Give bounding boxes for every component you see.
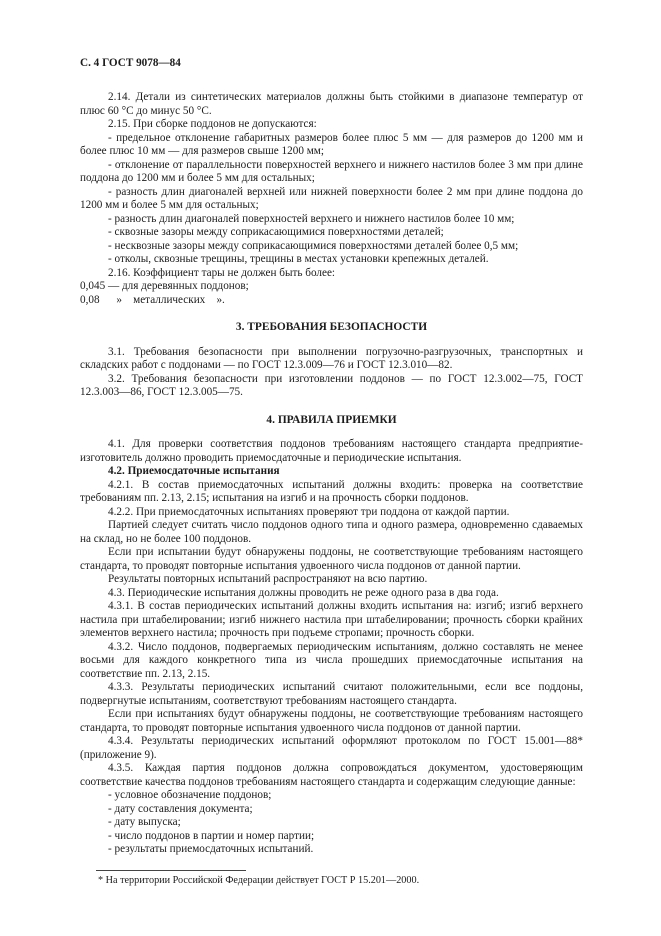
paragraph: 4.3.4. Результаты периодических испытаний оформляют протоколом по ГОСТ 15.001—88* (приложение 9).	[80, 735, 583, 761]
list-item: - предельное отклонение габаритных размеров более плюс 5 мм — для размеров до 1200 мм и более плюс 10 мм — для размеров свыше 1200 мм;	[80, 131, 583, 157]
paragraph: 4.1. Для проверки соответствия поддонов требованиям настоящего стандарта предприятие-изготовитель должно проводить приемосдаточные и периодические испытания.	[80, 438, 583, 464]
paragraph: 4.2.2. При приемосдаточных испытаниях проверяют три поддона от каждой партии.	[108, 505, 510, 518]
document-body	[80, 91, 583, 857]
document-content	[80, 57, 583, 887]
paragraph: Если при испытании будут обнаружены поддоны, не соответствующие требованиям настоящего стандарта, то проводят повторные испытания удвоенного числа поддонов от данной партии.	[80, 546, 583, 572]
footnote-text: * На территории Российской Федерации действует ГОСТ Р 15.201—2000.	[98, 874, 420, 886]
paragraph: 3.1. Требования безопасности при выполнении погрузочно-разгрузочных, транспортных и складских работ с поддонами — по ГОСТ 12.3.009—76 и ГОСТ 12.3.010—82.	[80, 345, 583, 371]
section-heading: 3. ТРЕБОВАНИЯ БЕЗОПАСНОСТИ	[235, 321, 428, 333]
paragraph: 4.3.1. В состав периодических испытаний должны входить испытания на: изгиб; изгиб верхнего настила при штабелировании; изгиб нижнего настила при штабелировании; прочность сборки крайних элементов верхнего настила; прочность при подъеме стропами; прочность сборки.	[80, 600, 583, 639]
paragraph-bold: 4.2. Приемосдаточные испытания	[108, 465, 280, 477]
list-item: - отколы, сквозные трещины, трещины в местах установки крепежных деталей.	[108, 253, 489, 265]
paragraph: 2.14. Детали из синтетических материалов должны быть стойкими в диапазоне температур от плюс 60 °С до минус 50 °С.	[80, 91, 583, 117]
paragraph: 2.15. При сборке поддонов не допускаются:	[108, 118, 317, 130]
list-item: - разность длин диагоналей поверхностей верхнего и нижнего настилов более 10 мм;	[108, 212, 515, 225]
footnote-divider	[96, 870, 246, 871]
page-header: С. 4 ГОСТ 9078—84	[80, 57, 181, 69]
list-item: - несквозные зазоры между соприкасающимися поверхностями деталей более 0,5 мм;	[108, 239, 519, 252]
list-item: - разность длин диагоналей верхней или нижней поверхности более 2 мм при длине поддона до 1200 мм и более 5 мм для остальных;	[80, 185, 583, 211]
list-item: - число поддонов в партии и номер партии;	[108, 829, 315, 842]
list-item: - дату составления документа;	[108, 802, 253, 815]
list-item: - результаты приемосдаточных испытаний.	[108, 843, 314, 855]
section-heading: 4. ПРАВИЛА ПРИЕМКИ	[266, 413, 397, 426]
paragraph-flush: 0,08 » металлических ».	[80, 293, 225, 306]
list-item: - сквозные зазоры между соприкасающимися поверхностями деталей;	[108, 226, 444, 238]
paragraph: 4.3.3. Результаты периодических испытаний считают положительными, если все поддоны, подвергнутые испытаниям, соответствуют требованиям настоящего стандарта.	[80, 681, 583, 707]
paragraph: 3.2. Требования безопасности при изготовлении поддонов — по ГОСТ 12.3.002—75, ГОСТ 12.3.003—86, ГОСТ 12.3.005—75.	[80, 372, 583, 398]
paragraph: 4.2.1. В состав приемосдаточных испытаний должны входить: проверка на соответствие требованиям пп. 2.13, 2.15; испытания на изгиб и на прочность сборки поддонов.	[80, 478, 583, 504]
paragraph: Если при испытаниях будут обнаружены поддоны, не соответствующие требованиям настоящего стандарта, то проводят повторные испытания удвоенного числа поддонов от данной партии.	[80, 708, 583, 734]
list-item: - дату выпуска;	[108, 816, 181, 828]
paragraph: Партией следует считать число поддонов одного типа и одного размера, одновременно сдаваемых на склад, но не более 100 поддонов.	[80, 519, 583, 545]
paragraph-flush: 0,045 — для деревянных поддонов;	[80, 280, 249, 292]
paragraph: Результаты повторных испытаний распространяют на всю партию.	[108, 573, 428, 585]
paragraph: 4.3.2. Число поддонов, подвергаемых периодическим испытаниям, должно составлять не менее восьми для каждого конкретного типа из числа прошедших приемосдаточные испытания на соответствие пп. 2.13, 2.15.	[80, 640, 583, 680]
paragraph: 4.3.5. Каждая партия поддонов должна сопровождаться документом, удостоверяющим соответствие качества поддонов требованиям настоящего стандарта и содержащим следующие данные:	[80, 762, 583, 788]
list-item: - отклонение от параллельности поверхностей верхнего и нижнего настилов более 3 мм при длине поддона до 1200 мм и более 5 мм для остальных;	[80, 158, 583, 184]
paragraph: 2.16. Коэффициент тары не должен быть более:	[108, 266, 336, 279]
paragraph: 4.3. Периодические испытания должны проводить не реже одного раза в два года.	[108, 586, 499, 599]
list-item: - условное обозначение поддонов;	[108, 789, 272, 801]
